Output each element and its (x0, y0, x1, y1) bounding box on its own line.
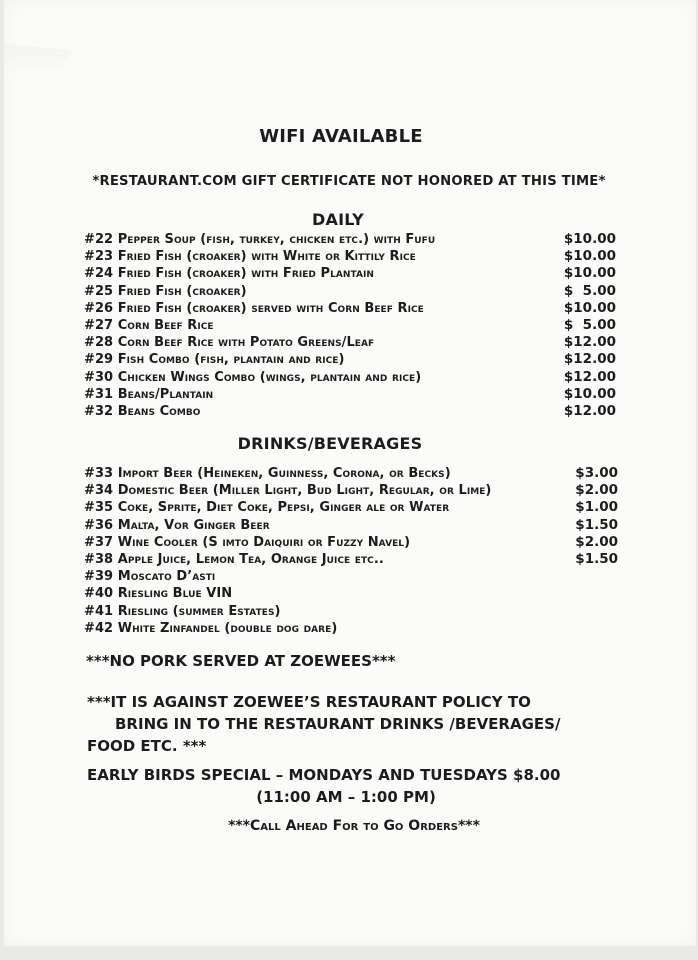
drinks-item (84, 465, 624, 482)
drinks-item (84, 517, 624, 534)
early-birds-hours: (11:00 AM – 1:00 PM) (256, 788, 436, 806)
call-ahead-notice: ***Call Ahead For to Go Orders*** (228, 818, 480, 834)
daily-item (84, 265, 624, 282)
daily-item (84, 369, 624, 386)
daily-section-title: DAILY (312, 210, 364, 229)
drinks-item-name: #41 Riesling (summer Estates) (84, 603, 281, 619)
drinks-menu-list (84, 465, 624, 637)
drinks-item-price: $1.50 (575, 516, 618, 533)
no-pork-notice: ***NO PORK SERVED AT ZOEWEES*** (86, 652, 396, 670)
drinks-item (84, 585, 624, 602)
daily-item-price: $10.00 (563, 248, 616, 265)
drinks-item (84, 499, 624, 516)
drinks-item-price (572, 603, 624, 620)
drinks-item (84, 620, 624, 637)
wifi-heading: WIFI AVAILABLE (259, 126, 423, 147)
daily-item-name: #26 Fried Fish (croaker) served with Corn Beef Rice (84, 300, 424, 316)
drinks-item-price (572, 620, 624, 637)
policy-line-2: BRING IN TO THE RESTAURANT DRINKS /BEVERAGES/ (115, 715, 561, 733)
early-birds-text: EARLY BIRDS SPECIAL – MONDAYS AND TUESDAYS $8.00 (87, 766, 561, 784)
daily-item-price: $10.00 (563, 385, 616, 402)
drinks-item-price: $2.00 (575, 482, 618, 499)
drinks-item-name: #35 Coke, Sprite, Diet Coke, Pepsi, Ginger ale or Water (84, 500, 450, 516)
daily-item-price: $12.00 (563, 368, 616, 385)
drinks-item-name: #40 Riesling Blue VIN (84, 586, 233, 602)
daily-item-name: #24 Fried Fish (croaker) with Fried Plantain (84, 266, 374, 282)
daily-item-name: #31 Beans/Plantain (84, 386, 214, 402)
drinks-item (84, 534, 624, 551)
daily-item-price: $10.00 (563, 265, 616, 282)
certificate-notice: *RESTAURANT.COM GIFT CERTIFICATE NOT HONORED AT THIS TIME* (92, 174, 606, 189)
daily-item-name: #23 Fried Fish (croaker) with White or Kittily Rice (84, 249, 416, 265)
daily-item-price: $10.00 (563, 231, 616, 247)
drinks-item (84, 482, 624, 499)
daily-item-price: $ 5.00 (563, 282, 616, 299)
drinks-item-price: $1.00 (575, 499, 618, 516)
daily-item-name: #27 Corn Beef Rice (84, 317, 214, 333)
daily-item (84, 300, 624, 317)
daily-item-name: #32 Beans Combo (84, 403, 201, 419)
drinks-section-title: DRINKS/BEVERAGES (237, 434, 423, 453)
drinks-item-name: #39 Moscato D’asti (84, 569, 216, 585)
daily-item (84, 351, 624, 368)
drinks-item-price: $2.00 (575, 533, 618, 550)
drinks-item-name: #37 Wine Cooler (S imto Daiquiri or Fuzzy Navel) (84, 534, 411, 550)
drinks-item-name: #36 Malta, Vor Ginger Beer (84, 517, 270, 533)
drinks-item-name: #38 Apple Juice, Lemon Tea, Orange Juice etc.. (84, 551, 384, 567)
daily-item-price: $12.00 (563, 402, 616, 419)
daily-item-name: #29 Fish Combo (fish, plantain and rice) (84, 352, 345, 368)
drinks-item-price (572, 585, 624, 602)
drinks-item (84, 603, 624, 620)
daily-item-name: #30 Chicken Wings Combo (wings, plantain and rice) (84, 369, 422, 385)
drinks-item-price: $1.50 (575, 550, 618, 567)
drinks-item-name: #42 White Zinfandel (double dog dare) (84, 620, 338, 636)
daily-item-price: $12.00 (563, 351, 616, 368)
daily-item (84, 386, 624, 403)
daily-item-name: #22 Pepper Soup (fish, turkey, chicken etc.) with Fufu (84, 232, 436, 247)
daily-item (84, 248, 624, 265)
policy-line-3: FOOD ETC. *** (87, 737, 207, 755)
daily-item (84, 231, 624, 248)
daily-item-price: $ 5.00 (563, 316, 616, 333)
daily-item (84, 317, 624, 334)
drinks-item (84, 551, 624, 568)
daily-item (84, 403, 624, 420)
daily-item (84, 334, 624, 351)
drinks-item (84, 568, 624, 585)
paper-tear (4, 44, 74, 78)
drinks-item-price: $3.00 (575, 465, 618, 481)
daily-item-price: $12.00 (563, 334, 616, 351)
daily-menu-list (84, 231, 624, 420)
drinks-item-price (572, 568, 624, 585)
daily-item (84, 283, 624, 300)
daily-item-name: #28 Corn Beef Rice with Potato Greens/Leaf (84, 335, 375, 351)
drinks-item-name: #33 Import Beer (Heineken, Guinness, Corona, or Becks) (84, 466, 451, 481)
policy-notice (87, 691, 627, 757)
daily-item-price: $10.00 (563, 299, 616, 316)
early-birds-special (87, 764, 627, 808)
drinks-item-name: #34 Domestic Beer (Miller Light, Bud Light, Regular, or Lime) (84, 483, 492, 499)
policy-line-1: ***IT IS AGAINST ZOEWEE’S RESTAURANT POLICY TO (87, 693, 531, 711)
daily-item-name: #25 Fried Fish (croaker) (84, 283, 247, 299)
